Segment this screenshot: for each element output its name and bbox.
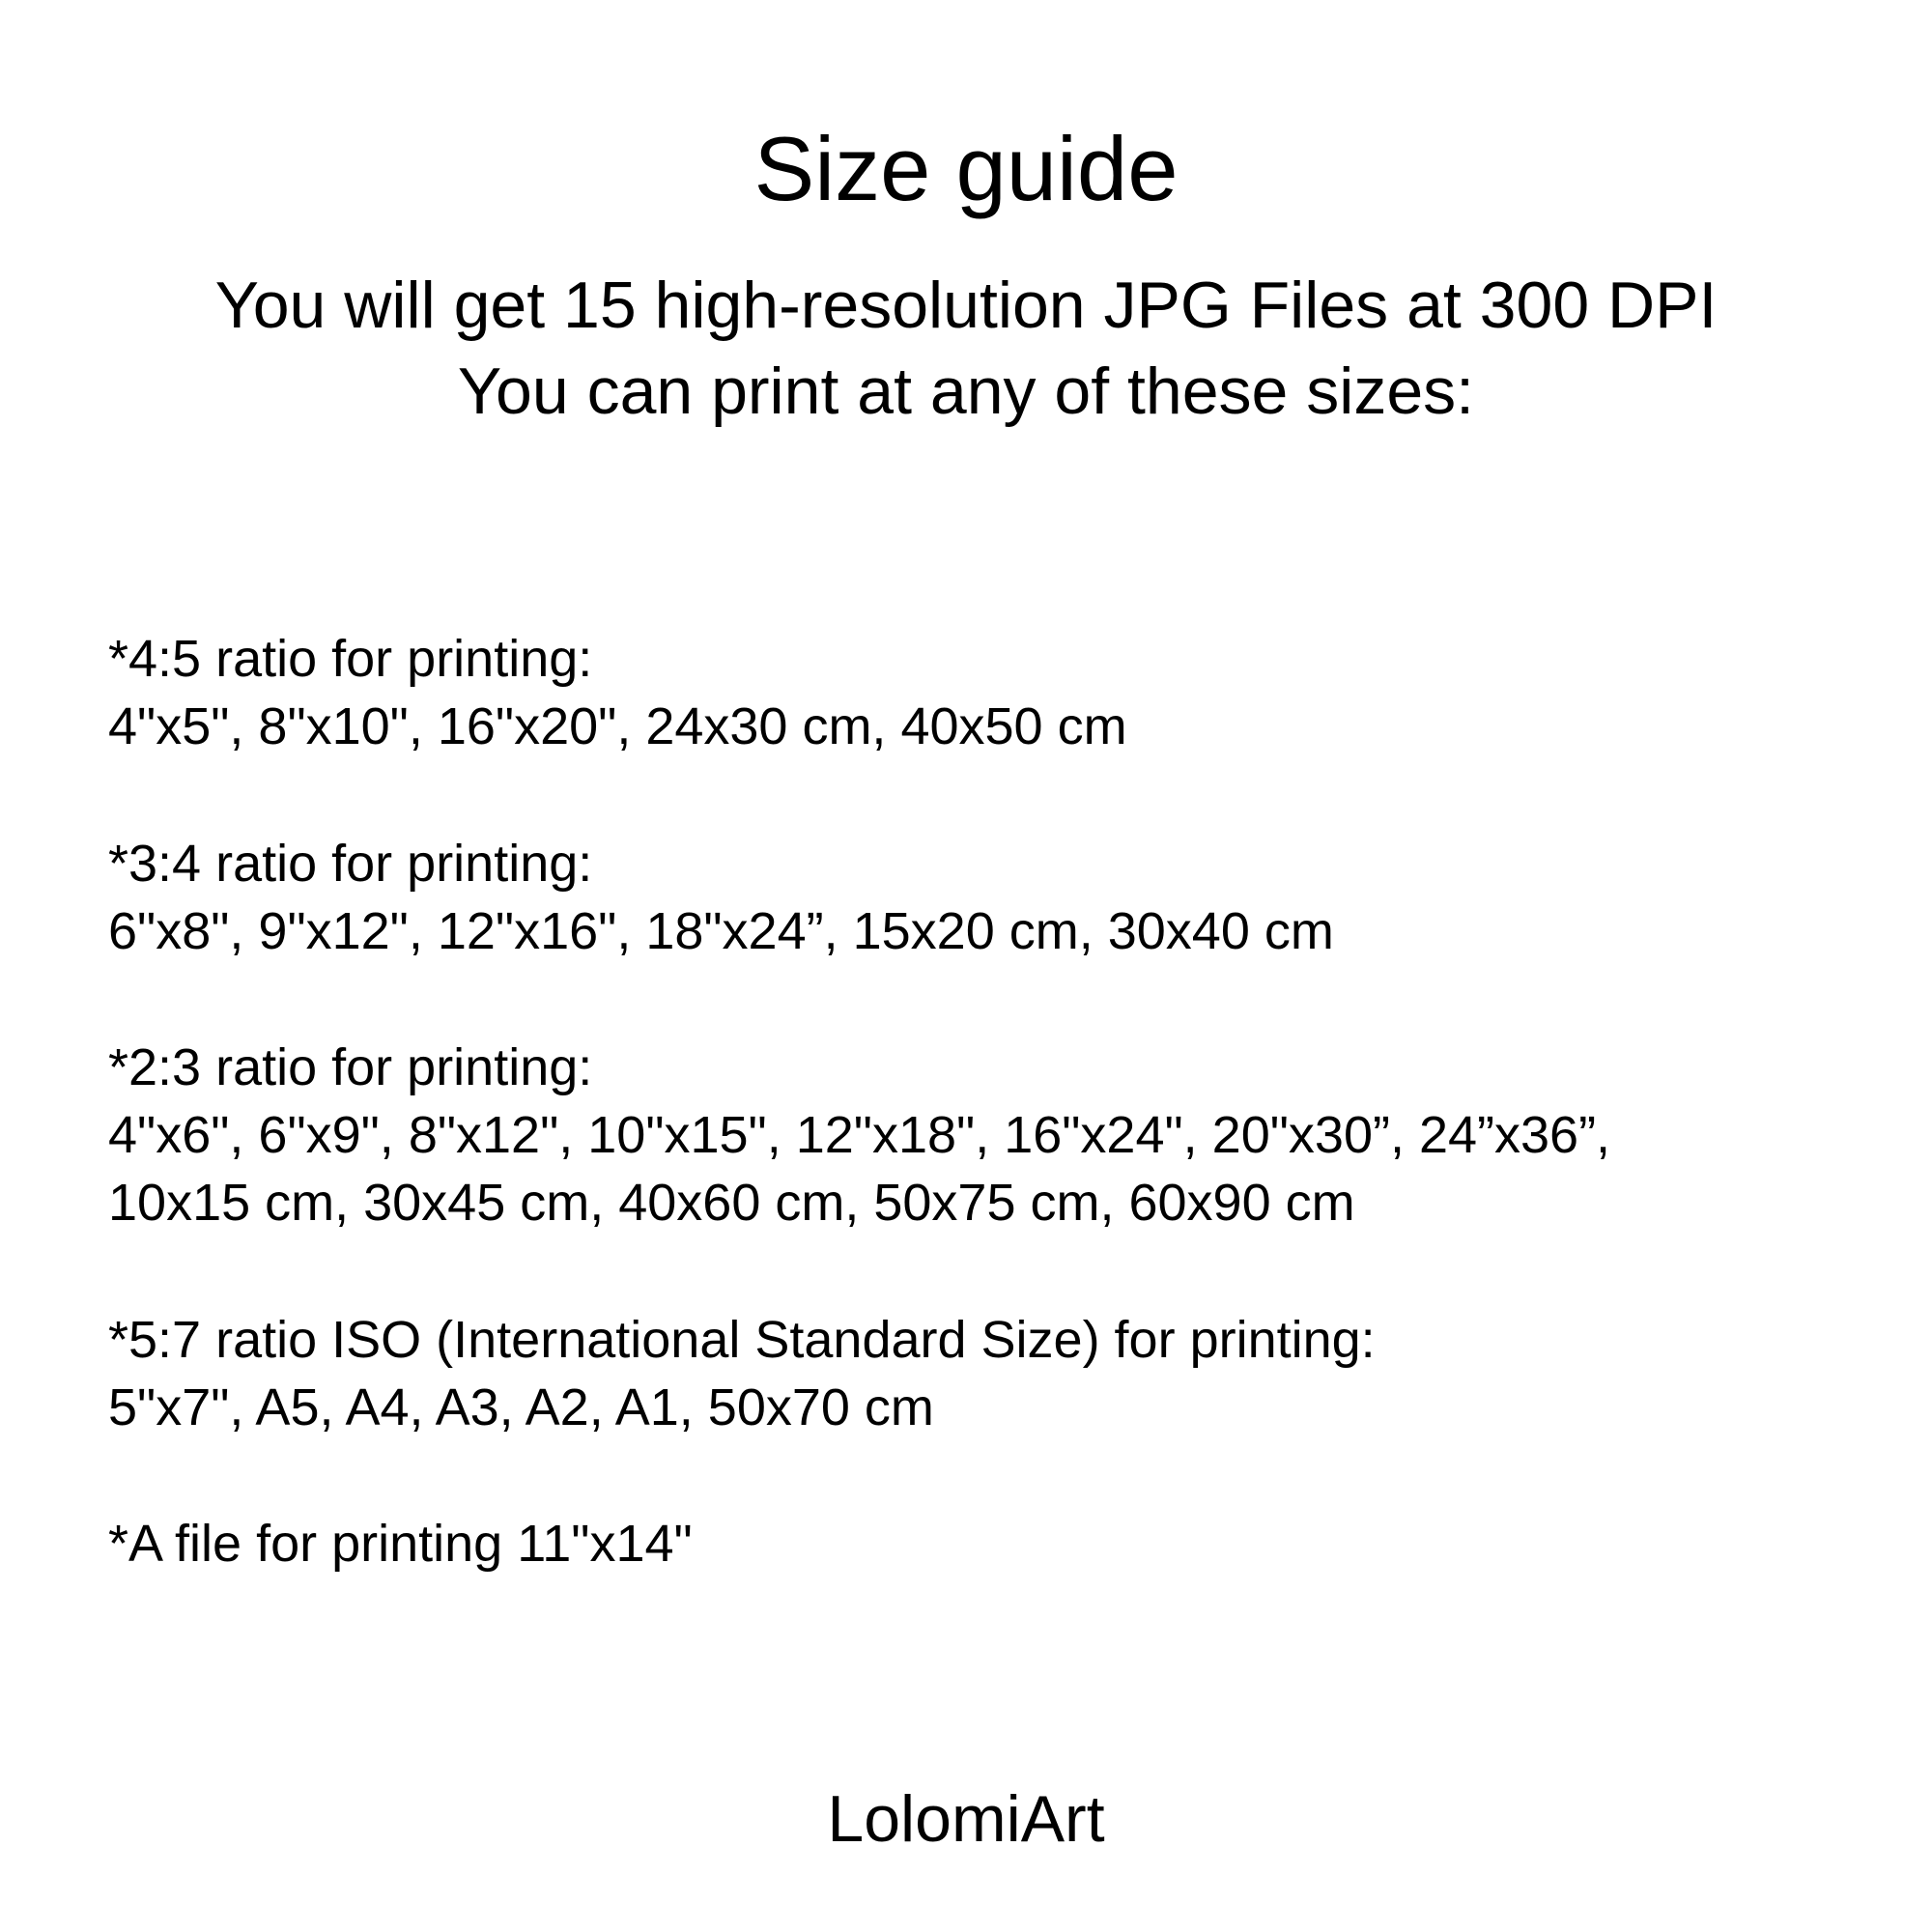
section-5-7-heading: *5:7 ratio ISO (International Standard Size) for printing:	[108, 1311, 1376, 1369]
section-2-3-sizes-cm: 10x15 cm, 30x45 cm, 40x60 cm, 50x75 cm, 60x90 cm	[108, 1174, 1355, 1232]
section-4-5-sizes: 4"x5", 8"x10", 16"x20", 24x30 cm, 40x50 cm	[108, 697, 1127, 755]
brand-name: LolomiArt	[827, 1782, 1105, 1856]
subtitle-print-sizes: You can print at any of these sizes:	[457, 355, 1475, 428]
section-3-4-heading: *3:4 ratio for printing:	[108, 835, 593, 893]
section-2-3-heading: *2:3 ratio for printing:	[108, 1038, 593, 1096]
subtitle-file-info: You will get 15 high-resolution JPG Files at 300 DPI	[214, 269, 1718, 342]
section-2-3-sizes-inches: 4"x6", 6"x9", 8"x12", 10"x15", 12"x18", 16"x24", 20"x30”, 24”x36”,	[108, 1106, 1611, 1164]
page-title: Size guide	[753, 118, 1179, 219]
section-5-7-sizes: 5"x7", A5, A4, A3, A2, A1, 50x70 cm	[108, 1378, 934, 1436]
section-3-4-sizes: 6"x8", 9"x12", 12"x16", 18"x24”, 15x20 cm, 30x40 cm	[108, 902, 1334, 960]
section-11x14-note: *A file for printing 11"x14"	[108, 1515, 693, 1573]
section-4-5-heading: *4:5 ratio for printing:	[108, 630, 593, 688]
